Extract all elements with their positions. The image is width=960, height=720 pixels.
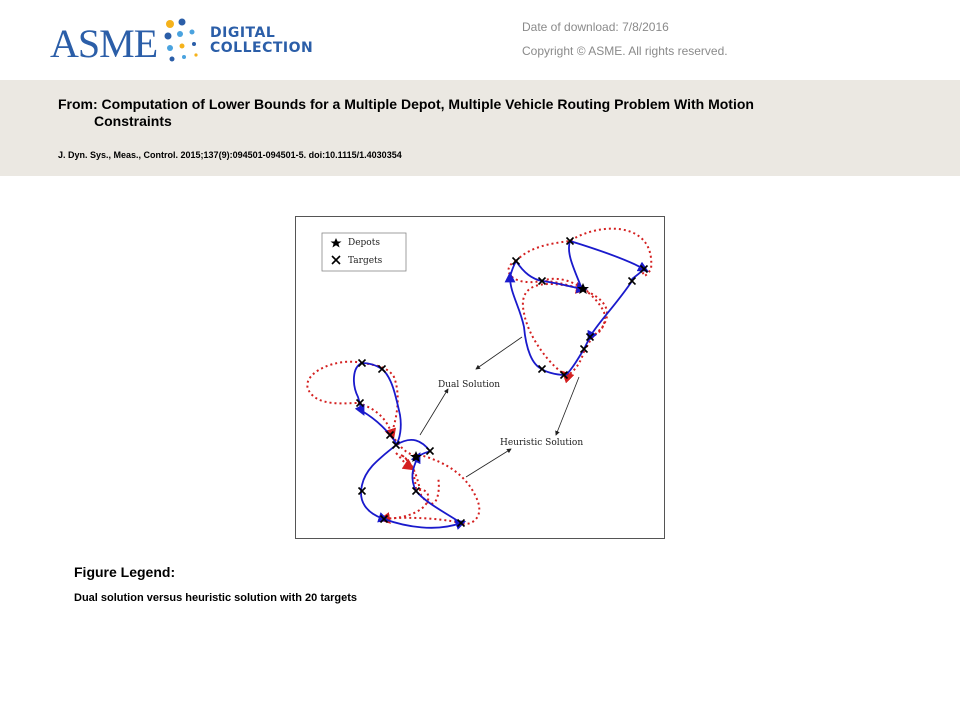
- article-title: [58, 96, 878, 130]
- download-meta: [522, 20, 728, 68]
- target-marker: [641, 266, 648, 273]
- asme-logo[interactable]: [48, 10, 328, 70]
- logo-subtitle: [210, 26, 313, 56]
- figure-legend-box: [322, 233, 406, 271]
- download-date-line: [522, 20, 728, 44]
- heuristic-routes: [307, 229, 651, 524]
- legend-targets-label: Targets: [348, 256, 383, 266]
- logo-dots-icon: [162, 16, 206, 66]
- target-marker: [513, 258, 520, 265]
- article-title-line2: Constraints: [94, 113, 172, 129]
- heuristic-solution-label: Heuristic Solution: [500, 438, 584, 448]
- copyright-notice: Copyright © ASME. All rights reserved.: [522, 44, 728, 58]
- logo-wordmark: ASME: [50, 21, 158, 66]
- article-citation: J. Dyn. Sys., Meas., Control. 2015;137(9):094501-094501-5. doi:10.1115/1.4030354: [58, 150, 402, 160]
- legend-depots-label: Depots: [348, 238, 380, 248]
- download-date: 7/8/2016: [622, 20, 669, 34]
- annotation-arrows: [420, 337, 579, 477]
- target-marker: [539, 366, 546, 373]
- target-markers: [357, 238, 648, 527]
- logo-line-digital: DIGITAL: [210, 25, 276, 41]
- download-label: Date of download:: [522, 20, 619, 34]
- figure-legend-heading: Figure Legend:: [74, 564, 176, 580]
- route-figure-svg: [296, 217, 664, 538]
- logo-line-collection: COLLECTION: [210, 40, 314, 56]
- article-title-line1: From: Computation of Lower Bounds for a Multiple Depot, Multiple Vehicle Routing Problem With Motion: [58, 96, 754, 112]
- figure-legend-caption: Dual solution versus heuristic solution with 20 targets: [74, 592, 357, 604]
- target-marker: [427, 448, 434, 455]
- dual-solution-label: Dual Solution: [438, 380, 501, 390]
- figure-image: [295, 216, 665, 539]
